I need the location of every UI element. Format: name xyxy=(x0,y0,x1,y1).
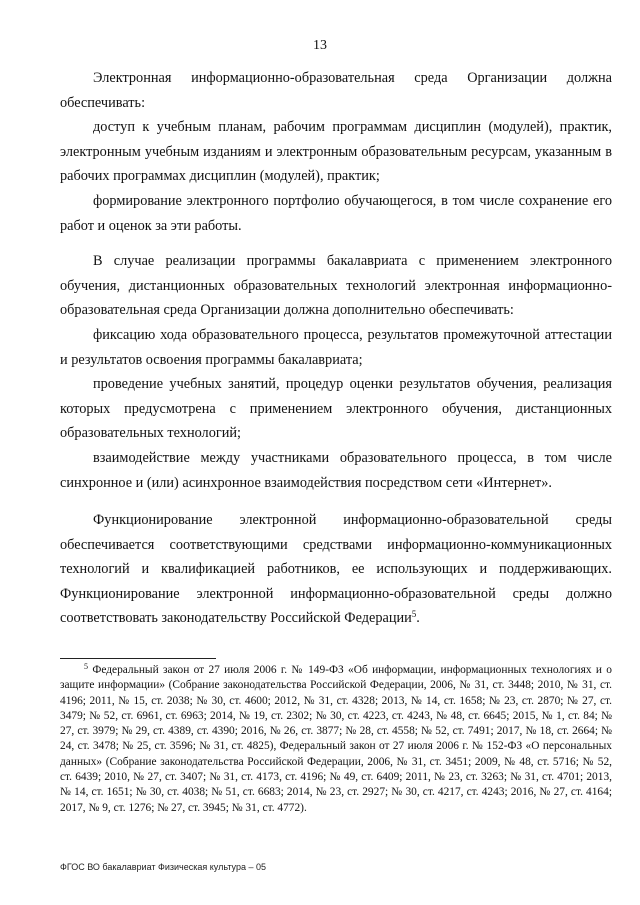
paragraph-text: Функционирование электронной информационно-образовательной среды обеспечивается соответствующими средствами информационно-коммуникационных технологий и квалификацией работников, ее использующих и поддерживающих. Функционирование электронной информационно-образовательной среды должно соответствовать законодательству Российской Федерации xyxy=(60,512,612,627)
body-text xyxy=(60,66,612,631)
paragraph: фиксацию хода образовательного процесса, результатов промежуточной аттестации и результатов освоения программы бакалавриата; xyxy=(60,326,612,368)
paragraph: взаимодействие между участниками образовательного процесса, в том числе синхронное и (или) асинхронное взаимодействия посредством сети «Интернет». xyxy=(60,449,612,491)
paragraph: В случае реализации программы бакалавриата с применением электронного обучения, дистанционных образовательных технологий электронная информационно-образовательная среда Организации должна дополнительно обеспечивать: xyxy=(60,253,612,319)
footnote xyxy=(60,663,612,816)
footnote-separator xyxy=(60,658,216,659)
footnote-reference: 5 xyxy=(411,609,417,620)
paragraph-with-footnote: Функционирование электронной информационно-образовательной среды обеспечивается соответствующими средствами информационно-коммуникационных технологий и квалификацией работников, ее использующих и поддерживающих. Функционирование электронной информационно-образовательной среды должно соответствовать законодательству Российской Федерации$^5$. xyxy=(60,512,612,627)
page-number: 13 xyxy=(313,38,327,53)
paragraph: доступ к учебным планам, рабочим программам дисциплин (модулей), практик, электронным учебным изданиям и электронным образовательным ресурсам, указанным в рабочих программах дисциплин (модулей), практик; xyxy=(60,119,612,185)
page-footer: ФГОС ВО бакалавриат Физическая культура – 05 xyxy=(60,862,266,872)
paragraph: проведение учебных занятий, процедур оценки результатов обучения, реализация которых предусмотрена с применением электронного обучения, дистанционных образовательных технологий; xyxy=(60,376,612,442)
footnote-text: Федеральный закон от 27 июля 2006 г. № 149-ФЗ «Об информации, информационных технологиях и о защите информации» (Собрание законодательства Российской Федерации, 2006, № 31, ст. 3448; 2010, № 31, ст. 4196; 2011, № 15, ст. 2038; № 30, ст. 4600; 2012, № 31, ст. 4328; 2013, № 14, ст. 1658; № 23, ст. 2870; № 27, ст. 3479; № 52, ст. 6961, ст. 6963; 2014, № 19, ст. 2302; № 30, ст. 4223, ст. 4243, № 48, ст. 6645; 2015, № 1, ст. 84; № 27, ст. 3979; № 29, ст. 4389, ст. 4390; 2016, № 26, ст. 3877; № 28, ст. 4558; № 52, ст. 7491; 2017, № 18, ст. 2664; № 24, ст. 3478; № 25, ст. 3596; № 31, ст. 4825), Федеральный закон от 27 июля 2006 г. № 152-ФЗ «О персональных данных» (Собрание законодательства Российской Федерации, 2006, № 31, ст. 3451; 2009, № 48, ст. 5716; № 52, ст. 6439; 2010, № 27, ст. 3407; № 31, ст. 4173, ст. 4196; № 49, ст. 6409; 2011, № 23, ст. 3263; № 31, ст. 4701; 2013, № 14, ст. 1651; № 30, ст. 4038; № 51, ст. 6683; 2014, № 23, ст. 2927; № 30, ст. 4217, ст. 4243; 2016, № 27, ст. 4164; 2017, № 9, ст. 1276; № 27, ст. 3945; № 31, ст. 4772). xyxy=(60,664,612,814)
paragraph: формирование электронного портфолио обучающегося, в том числе сохранение его работ и оценок за эти работы. xyxy=(60,192,612,234)
footnote-mark: 5 xyxy=(84,662,88,671)
paragraph: Электронная информационно-образовательная среда Организации должна обеспечивать: xyxy=(60,70,612,111)
